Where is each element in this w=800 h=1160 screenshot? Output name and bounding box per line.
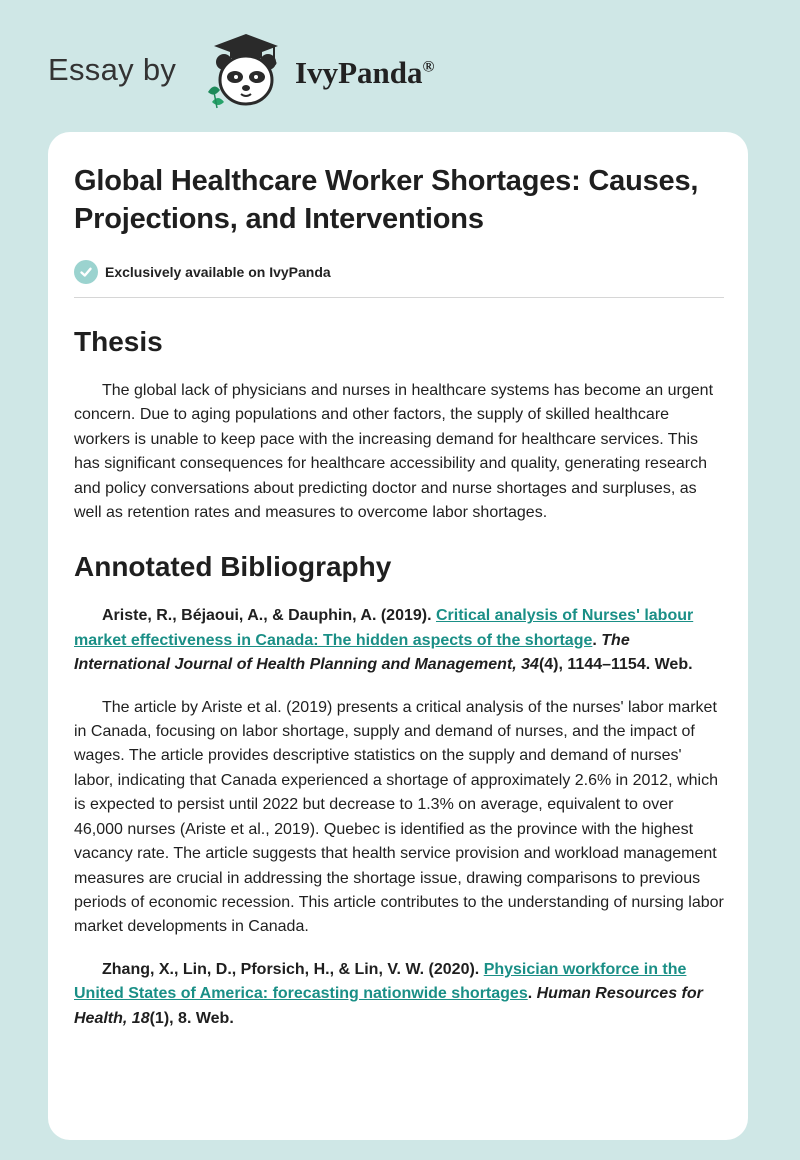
reference-1-link[interactable]: Critical analysis of Nurses' labour market effectiveness in Canada: The hidden aspects of the shortage	[74, 607, 694, 649]
reference-2-sep: .	[527, 985, 537, 1003]
thesis-paragraph: The global lack of physicians and nurses in healthcare systems has become an urgent concern. Due to aging populations and other factors, the supply of skilled healthcare workers is unable to keep pace with the increasing demand for healthcare services. This has significant consequences for healthcare accessibility and quality, generating research and policy conversations about predicting doctor and nurse shortages and surpluses, as well as retention rates and measures to overcome labor shortages.	[74, 382, 714, 522]
essay-card	[48, 132, 748, 1140]
registered-mark: ®	[422, 58, 435, 76]
reference-2-rest: (1), 8. Web.	[149, 1009, 234, 1027]
essay-title: Global Healthcare Worker Shortages: Causes, Projections, and Interventions	[74, 165, 699, 235]
exclusive-label: Exclusively available on IvyPanda	[105, 264, 331, 280]
check-icon	[74, 260, 98, 284]
reference-1-sep: .	[592, 631, 602, 649]
exclusive-badge	[74, 258, 724, 286]
divider	[74, 297, 724, 298]
annotation-1: The article by Ariste et al. (2019) presents a critical analysis of the nurses' labor market in Canada, focusing on labor shortage, supply and demand of nurses, and the impact of wages. The article provides descriptive statistics on the supply and demand of nurses' labor, indicating that Canada experienced a shortage of approximately 2.6% in 2012, which is expected to persist until 2022 but decrease to 1.3% on average, equivalent to over 46,000 nurses (Ariste et al., 2019). Quebec is identified as the province with the highest vacancy rate. The article suggests that health service provision and workload management measures are crucial in addressing the shortage issue, drawing comparisons to previous periods of economic recession. This article contributes to the understanding of nursing labor market developments in Canada.	[74, 698, 724, 936]
essay-by-label: Essay by	[48, 52, 177, 87]
brand-label: IvyPanda	[295, 55, 423, 90]
bibliography-heading: Annotated Bibliography	[74, 551, 392, 583]
thesis-heading: Thesis	[74, 326, 163, 357]
ivypanda-logo-icon[interactable]	[200, 32, 292, 110]
reference-1	[74, 604, 724, 677]
site-header	[0, 0, 800, 120]
brand-name[interactable]	[295, 55, 434, 91]
reference-2-authors: Zhang, X., Lin, D., Pforsich, H., & Lin, V. W. (2020).	[102, 960, 484, 978]
reference-2	[74, 958, 724, 1031]
reference-1-rest: (4), 1144–1154. Web.	[538, 656, 693, 674]
reference-2-journal: Human Resources for Health, 18	[74, 985, 703, 1027]
reference-2-link[interactable]: Physician workforce in the United States of America: forecasting nationwide shortages	[74, 960, 687, 1003]
reference-1-authors: Ariste, R., Béjaoui, A., & Dauphin, A. (2019).	[102, 607, 436, 625]
reference-1-journal: The International Journal of Health Planning and Management, 34	[74, 631, 630, 674]
essay-content	[74, 162, 724, 1031]
